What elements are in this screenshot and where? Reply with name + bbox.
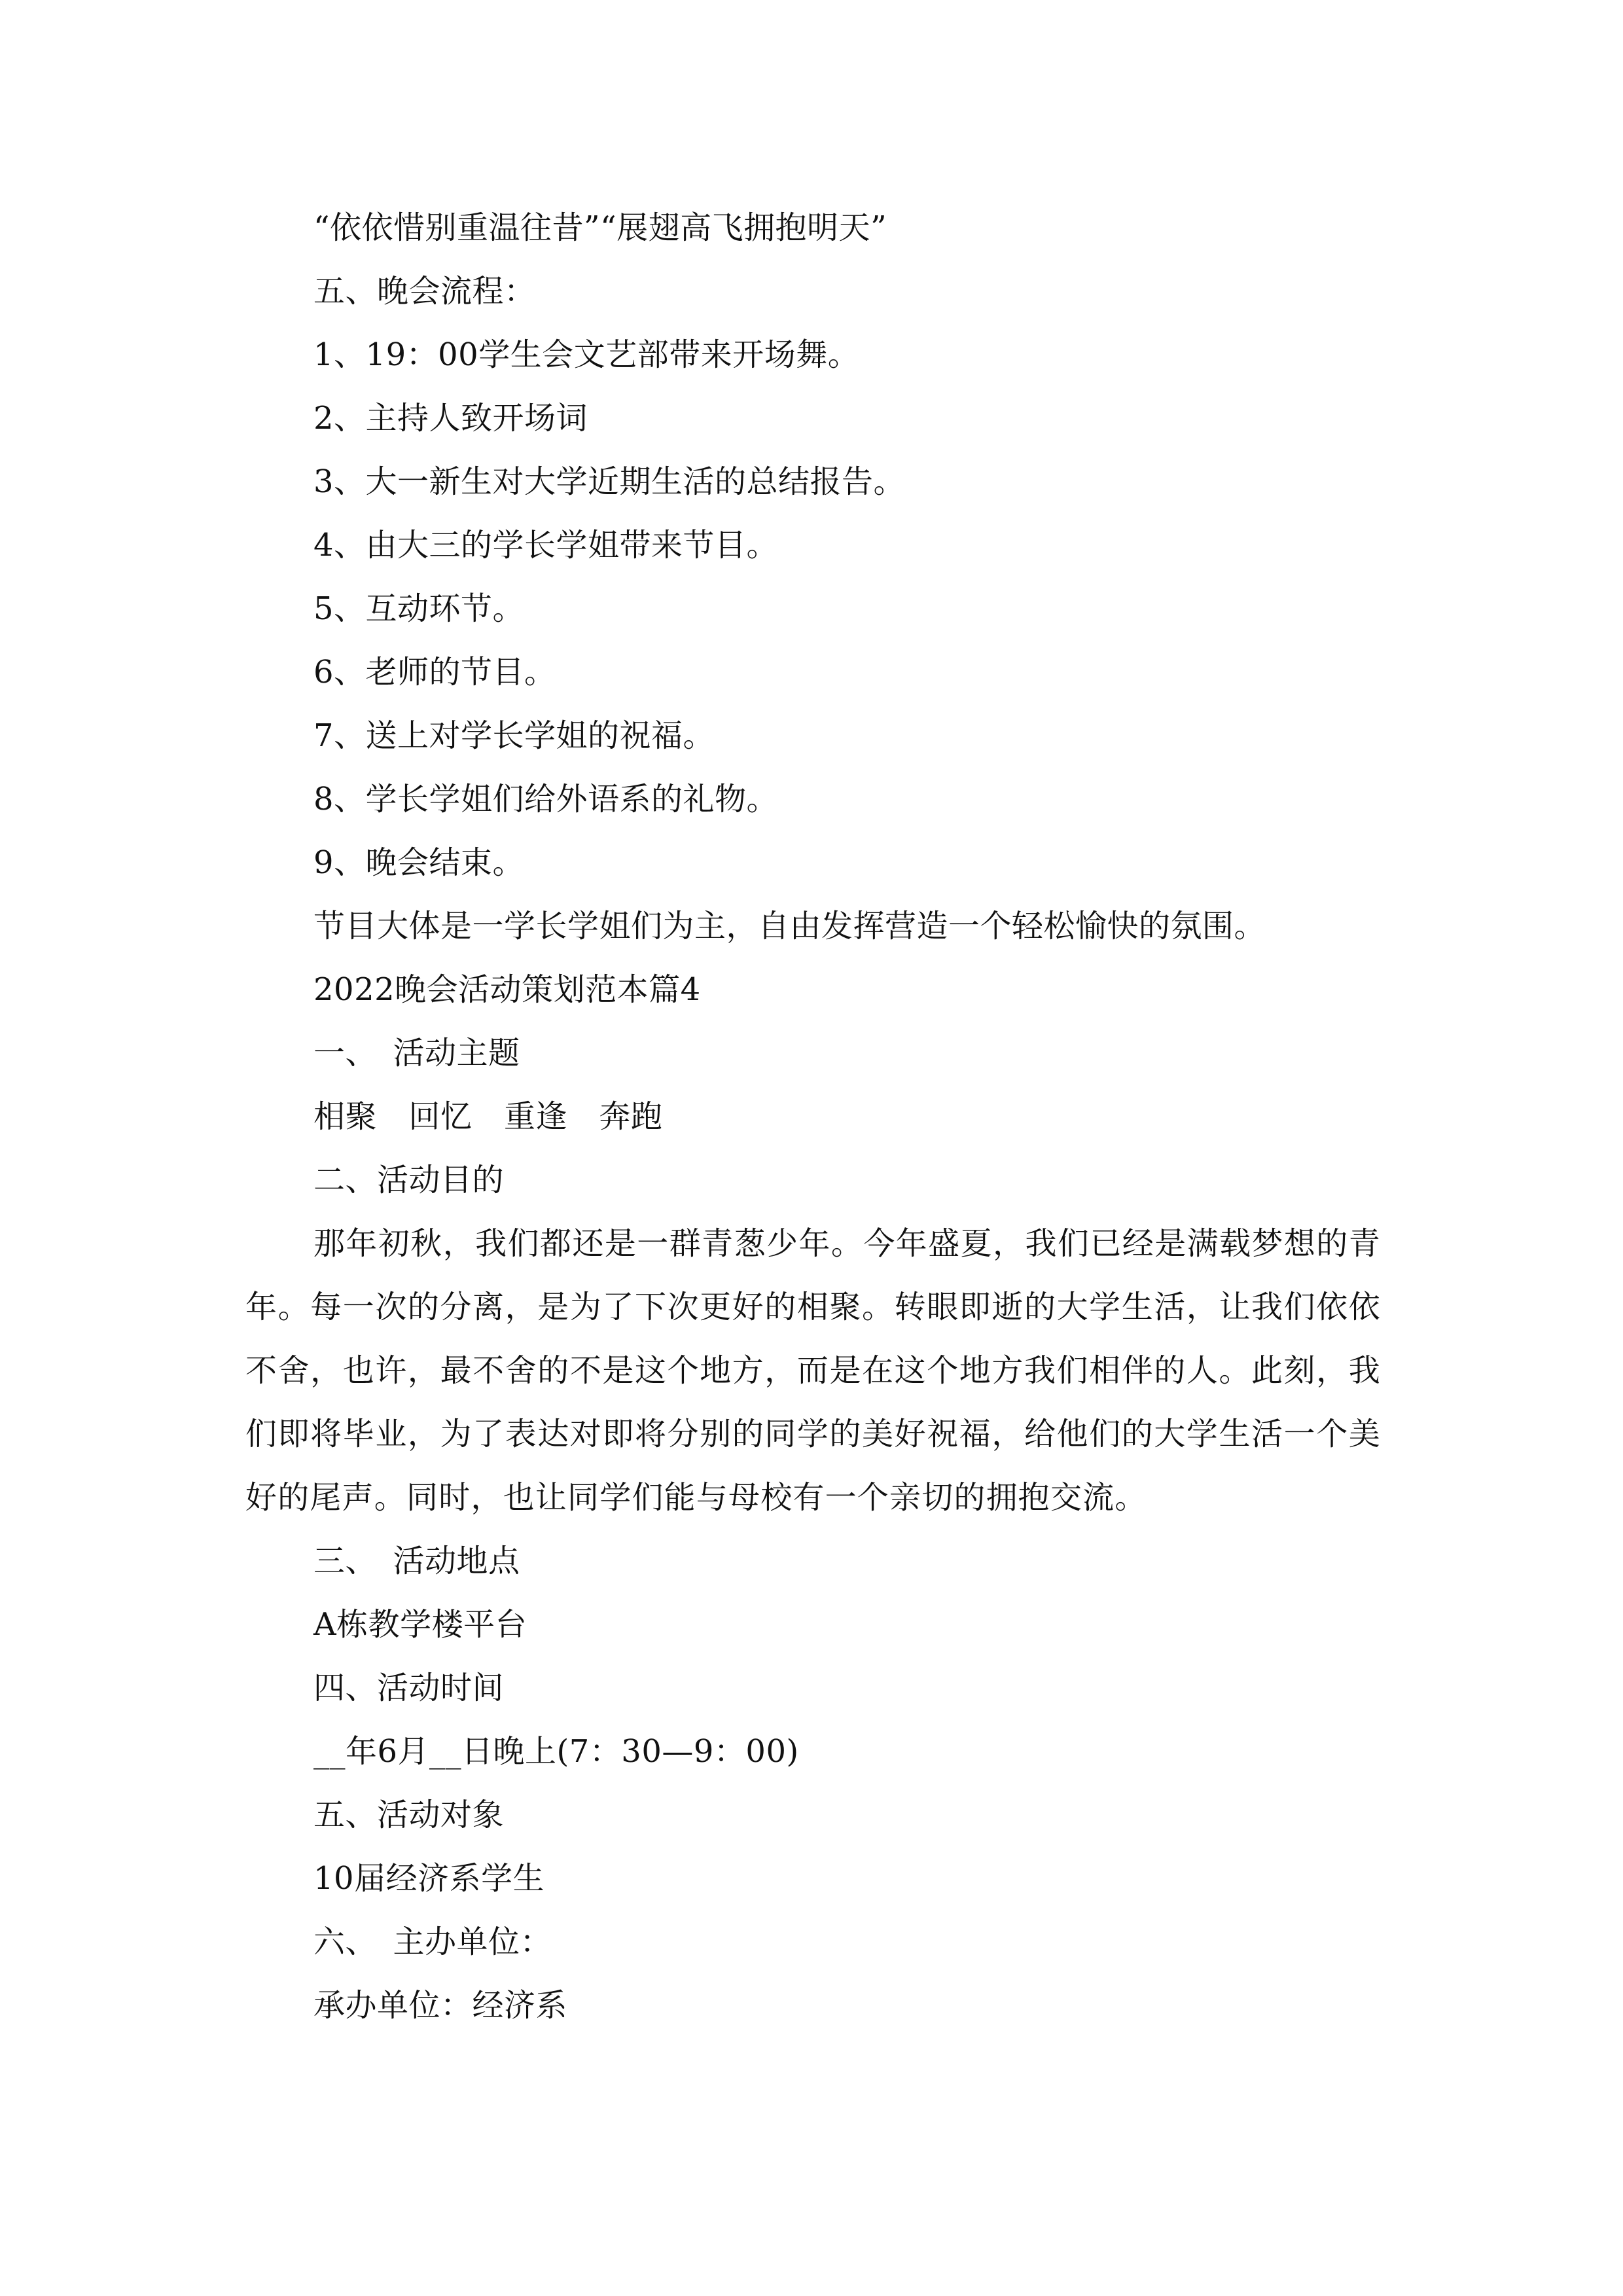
heading-activity-purpose: 二、活动目的 xyxy=(313,1162,505,1198)
heading-activity-audience: 五、活动对象 xyxy=(313,1797,505,1833)
activity-audience: 10届经济系学生 xyxy=(313,1860,545,1897)
theme-slogans: “依依惜别重温往昔”“展翅高飞拥抱明天” xyxy=(313,209,887,246)
activity-location: A栋教学楼平台 xyxy=(313,1606,527,1643)
section-title-part4: 2022晚会活动策划范本篇4 xyxy=(313,971,701,1008)
program-item-8: 8、学长学姐们给外语系的礼物。 xyxy=(313,781,779,817)
program-item-9: 9、晚会结束。 xyxy=(313,844,525,881)
program-summary: 节目大体是一学长学姐们为主，自由发挥营造一个轻松愉快的氛围。 xyxy=(313,908,1266,944)
program-item-5: 5、互动环节。 xyxy=(313,590,525,627)
heading-activity-time: 四、活动时间 xyxy=(313,1670,505,1706)
heading-activity-location: 三、 活动地点 xyxy=(313,1543,520,1579)
program-item-1: 1、19：00学生会文艺部带来开场舞。 xyxy=(313,336,860,373)
heading-activity-theme: 一、 活动主题 xyxy=(313,1035,520,1071)
co-organizer: 承办单位：经济系 xyxy=(313,1987,568,2024)
document-body xyxy=(245,196,1381,2037)
activity-purpose-paragraph: 那年初秋，我们都还是一群青葱少年。今年盛夏，我们已经是满载梦想的青年。每一次的分离，是为了下次更好的相聚。转眼即逝的大学生活，让我们依依不舍，也许，最不舍的不是这个地方，而是在这个地方我们相伴的人。此刻，我们即将毕业，为了表达对即将分别的同学的美好祝福，给他们的大学生活一个美好的尾声。同时，也让同学们能与母校有一个亲切的拥抱交流。 xyxy=(245,1225,1381,1516)
program-item-6: 6、老师的节目。 xyxy=(313,654,556,691)
program-item-3: 3、大一新生对大学近期生活的总结报告。 xyxy=(313,463,906,500)
activity-theme-keywords: 相聚 回忆 重逢 奔跑 xyxy=(313,1098,663,1135)
program-item-7: 7、送上对学长学姐的祝福。 xyxy=(313,717,715,754)
program-item-4: 4、由大三的学长学姐带来节目。 xyxy=(313,527,779,564)
section-heading-program: 五、晚会流程： xyxy=(313,273,536,310)
activity-time: __年6月__日晚上(7：30—9：00) xyxy=(313,1733,799,1770)
program-item-2: 2、主持人致开场词 xyxy=(313,400,588,437)
heading-organizer: 六、 主办单位： xyxy=(313,1924,552,1960)
